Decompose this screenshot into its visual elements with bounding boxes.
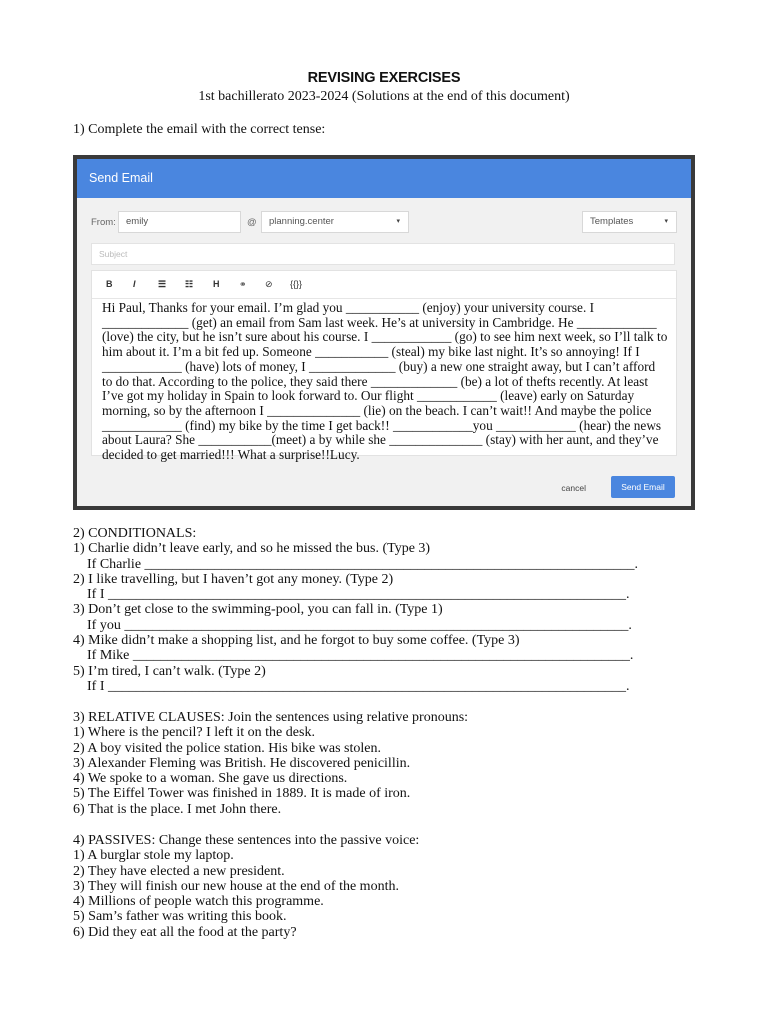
subject-input[interactable]: Subject: [91, 243, 675, 265]
answer-line: If you ________________________________________________________________________.: [87, 617, 632, 633]
template-variable-icon[interactable]: {{}}: [290, 279, 303, 289]
heading-icon[interactable]: H: [213, 279, 220, 289]
list-item: 3) They will finish our new house at the end of the month.: [73, 878, 399, 894]
email-window: [77, 159, 691, 506]
link-icon[interactable]: ⚭: [239, 279, 247, 289]
list-item: 3) Alexander Fleming was British. He discovered penicillin.: [73, 755, 411, 771]
list-item: 6) Did they eat all the food at the party?: [73, 924, 297, 940]
chevron-down-icon: ▾: [396, 218, 400, 225]
at-sign: @: [247, 217, 257, 228]
bullet-list-icon[interactable]: ☰: [158, 279, 167, 289]
conditionals-section: [73, 526, 638, 694]
document-title: REVISING EXERCISES: [307, 70, 461, 86]
send-email-button[interactable]: Send Email: [611, 476, 675, 498]
italic-icon[interactable]: I: [133, 279, 136, 289]
templates-label: Templates: [590, 216, 634, 227]
domain-select[interactable]: [261, 211, 409, 233]
list-item: 4) Millions of people watch this programme.: [73, 894, 324, 910]
conditionals-heading: 2) CONDITIONALS:: [73, 526, 197, 541]
list-item: 5) I’m tired, I can’t walk. (Type 2): [73, 663, 266, 679]
answer-line: If Charlie ______________________________________________________________________.: [87, 556, 639, 572]
unlink-icon[interactable]: ⊘: [265, 279, 273, 289]
from-user-input[interactable]: emily: [118, 211, 241, 233]
list-item: 5) The Eiffel Tower was finished in 1889. It is made of iron.: [73, 786, 411, 802]
list-item: 2) I like travelling, but I haven’t got any money. (Type 2): [73, 571, 394, 587]
templates-select[interactable]: [582, 211, 677, 233]
bold-icon[interactable]: B: [106, 279, 113, 289]
email-window-title: Send Email: [77, 159, 691, 198]
chevron-down-icon: ▾: [664, 218, 668, 225]
passives-section: [73, 833, 419, 940]
list-item: 2) A boy visited the police station. His bike was stolen.: [73, 740, 381, 756]
domain-value: planning.center: [269, 216, 334, 227]
list-item: 3) Don’t get close to the swimming-pool, you can fall in. (Type 1): [73, 602, 443, 618]
numbered-list-icon[interactable]: ☷: [185, 279, 194, 289]
list-item: 4) We spoke to a woman. She gave us directions.: [73, 771, 348, 787]
document-subtitle: 1st bachillerato 2023-2024 (Solutions at the end of this document): [198, 89, 570, 104]
list-item: 1) A burglar stole my laptop.: [73, 848, 234, 864]
list-item: 1) Charlie didn’t leave early, and so he missed the bus. (Type 3): [73, 541, 431, 557]
from-label: From:: [91, 217, 116, 228]
answer-line: If Mike _______________________________________________________________________.: [87, 648, 634, 664]
list-item: 4) Mike didn’t make a shopping list, and he forgot to buy some coffee. (Type 3): [73, 633, 520, 649]
answer-line: If I __________________________________________________________________________.: [87, 587, 630, 603]
list-item: 6) That is the place. I met John there.: [73, 801, 282, 817]
email-body-text: Hi Paul, Thanks for your email. I’m glad you ___________ (enjoy) your university course. I _____________ (get) an email from Sam last week. He’s at university in Cambridge. He ____________ (love) the city, but he isn’t sure about his course. I ____________ (go) to see him next week, so I’ll talk to him about it. I’m a bit fed up. Someone ___________ (steal) my bike last night. It’s so annoying! If I ____________ (have) lots of money, I _____________ (buy) a new one straight away, but I can’t afford to do that. According to the police, they said there _____________ (be) a lot of thefts recently. At least I’ve got my holiday in Spain to look forward to. Our flight ____________ (leave) early on Saturday morning, so by the afternoon I ______________ (lie) on the beach. I can’t wait!! And maybe the police ____________ (find) my bike by the time I get back!! ____________you ____________ (hear) the news about Laura? She ___________(meet) a by while she ______________ (stay) with her aunt, and they’ve decided to get married!!! What a surprise!!Lucy.: [102, 300, 668, 463]
relative-heading: 3) RELATIVE CLAUSES: Join the sentences using relative pronouns:: [73, 710, 469, 725]
email-screenshot: [73, 155, 695, 510]
list-item: 1) Where is the pencil? I left it on the desk.: [73, 725, 315, 741]
relative-clauses-section: [73, 710, 468, 817]
email-editor[interactable]: [91, 270, 677, 463]
from-row: [91, 211, 677, 235]
list-item: 2) They have elected a new president.: [73, 863, 285, 879]
editor-toolbar: [92, 271, 676, 299]
passives-heading: 4) PASSIVES: Change these sentences into the passive voice:: [73, 833, 420, 848]
exercise-1-heading: 1) Complete the email with the correct tense:: [73, 122, 326, 137]
answer-line: If I __________________________________________________________________________.: [87, 678, 630, 694]
cancel-button[interactable]: cancel: [561, 483, 586, 493]
list-item: 5) Sam’s father was writing this book.: [73, 909, 287, 925]
